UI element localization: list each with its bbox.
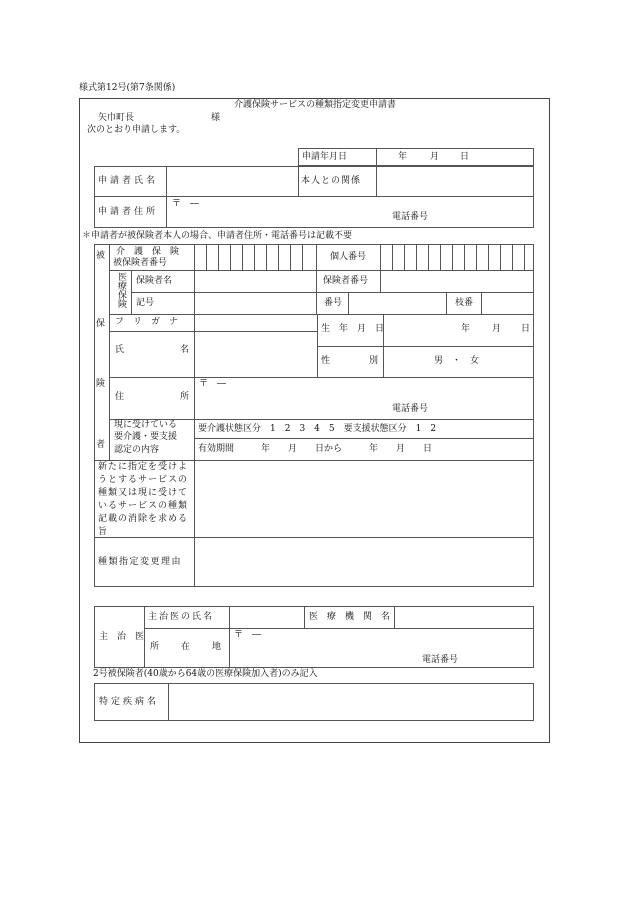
- furigana-label: フ リ ガ ナ: [115, 317, 179, 327]
- birth-year[interactable]: 年: [461, 323, 471, 334]
- birth-day[interactable]: 日: [521, 323, 531, 334]
- form-title: 介護保険サービスの種類指定変更申請書: [233, 100, 396, 110]
- institution-field[interactable]: [395, 607, 533, 627]
- insured-phone-label: 電話番号: [392, 404, 429, 414]
- address-label-1: 住: [115, 391, 125, 402]
- insured-postal[interactable]: 〒 ―: [199, 379, 227, 389]
- doctor-section-label: 主 治 医: [99, 631, 145, 642]
- relation-label: 本人との関係: [301, 175, 362, 186]
- application-date-label: 申請年月日: [302, 151, 348, 162]
- number-field[interactable]: [349, 293, 445, 313]
- reason-field[interactable]: [195, 538, 533, 586]
- note-applicant: ＊申請者が被保険者本人の場合、申請者住所・電話番号は記載不要: [82, 231, 353, 241]
- applicant-postal[interactable]: 〒 ―: [172, 199, 200, 209]
- application-year[interactable]: 年: [398, 151, 408, 162]
- application-month[interactable]: 月: [430, 151, 440, 162]
- relation-field[interactable]: [377, 167, 533, 195]
- form-number: 様式第12号(第7条関係): [79, 83, 176, 93]
- applicant-name-label: 申請者氏名: [98, 175, 159, 186]
- disease-field[interactable]: [169, 684, 533, 720]
- number-label: 番号: [324, 297, 343, 308]
- location-label-1: 所: [150, 641, 160, 652]
- valid-period[interactable]: 有効期間 年 月 日から 年 月 日: [198, 443, 433, 454]
- doctor-name-label: 主治医の氏名: [148, 611, 215, 622]
- name-label-2: 名: [180, 344, 190, 355]
- sex-options[interactable]: 男 ・ 女: [434, 355, 480, 366]
- note-second-insured: 2号被保険者(40歳から64歳の医療保険加入者)のみ記入: [93, 669, 318, 679]
- insured-number-label-1: 介 護 保 険: [116, 247, 180, 257]
- medical-insurance-label: 医療保険: [116, 272, 126, 308]
- insured-number-field[interactable]: [195, 245, 316, 269]
- sex-label-2: 別: [369, 355, 379, 366]
- insured-label-1: 被: [96, 251, 106, 261]
- applicant-address-label: 申請者住所: [98, 206, 159, 217]
- branch-field[interactable]: [482, 293, 533, 313]
- personal-number-label: 個人番号: [330, 251, 367, 262]
- disease-label: 特定疾病名: [99, 696, 160, 707]
- birth-month[interactable]: 月: [492, 323, 502, 334]
- symbol-field[interactable]: [195, 293, 316, 313]
- certification-label-2: 要介護・要支援: [114, 432, 178, 442]
- symbol-label: 記号: [136, 297, 155, 308]
- insurer-number-field[interactable]: [381, 271, 533, 291]
- doctor-postal[interactable]: 〒 ―: [234, 630, 262, 640]
- insured-label-3: 険: [96, 379, 106, 389]
- location-label-2: 在: [181, 641, 191, 652]
- insured-name-field[interactable]: [195, 332, 316, 376]
- doctor-phone-label: 電話番号: [422, 655, 459, 665]
- insurer-number-label: 保険者番号: [323, 275, 369, 286]
- insured-label-2: 保: [96, 319, 106, 329]
- insured-number-label-2: 被保険者番号: [113, 258, 168, 268]
- addressee: 矢巾町長: [98, 113, 135, 123]
- honorific: 様: [211, 113, 221, 123]
- institution-label: 医 療 機 関 名: [309, 611, 391, 622]
- care-level-options[interactable]: 要介護状態区分 1 2 3 4 5 要支援状態区分 1 2: [198, 423, 437, 434]
- personal-number-field[interactable]: [381, 245, 533, 269]
- location-label-3: 地: [212, 641, 222, 652]
- certification-label-1: 現に受けている: [114, 420, 178, 430]
- intro-text: 次のとおり申請します。: [87, 125, 186, 135]
- request-field[interactable]: [195, 462, 533, 536]
- doctor-name-field[interactable]: [230, 607, 303, 627]
- insurer-name-label: 保険者名: [136, 275, 173, 286]
- birth-label: 生 年 月 日: [321, 323, 385, 334]
- reason-label: 種類指定変更理由: [98, 556, 183, 567]
- applicant-phone-label: 電話番号: [392, 212, 429, 222]
- insured-label-4: 者: [96, 440, 106, 450]
- insurer-name-field[interactable]: [195, 271, 316, 291]
- request-label: 新たに指定を受けようとするサービスの種類又は現に受けているサービスの種類記載の消除を求める旨: [98, 462, 189, 537]
- branch-label: 枝番: [455, 297, 474, 308]
- sex-label-1: 性: [321, 355, 331, 366]
- certification-label-3: 認定の内容: [114, 445, 160, 455]
- application-day[interactable]: 日: [460, 151, 470, 162]
- furigana-field[interactable]: [195, 315, 316, 330]
- name-label-1: 氏: [115, 344, 125, 355]
- applicant-name-field[interactable]: [167, 167, 297, 195]
- address-label-2: 所: [180, 391, 190, 402]
